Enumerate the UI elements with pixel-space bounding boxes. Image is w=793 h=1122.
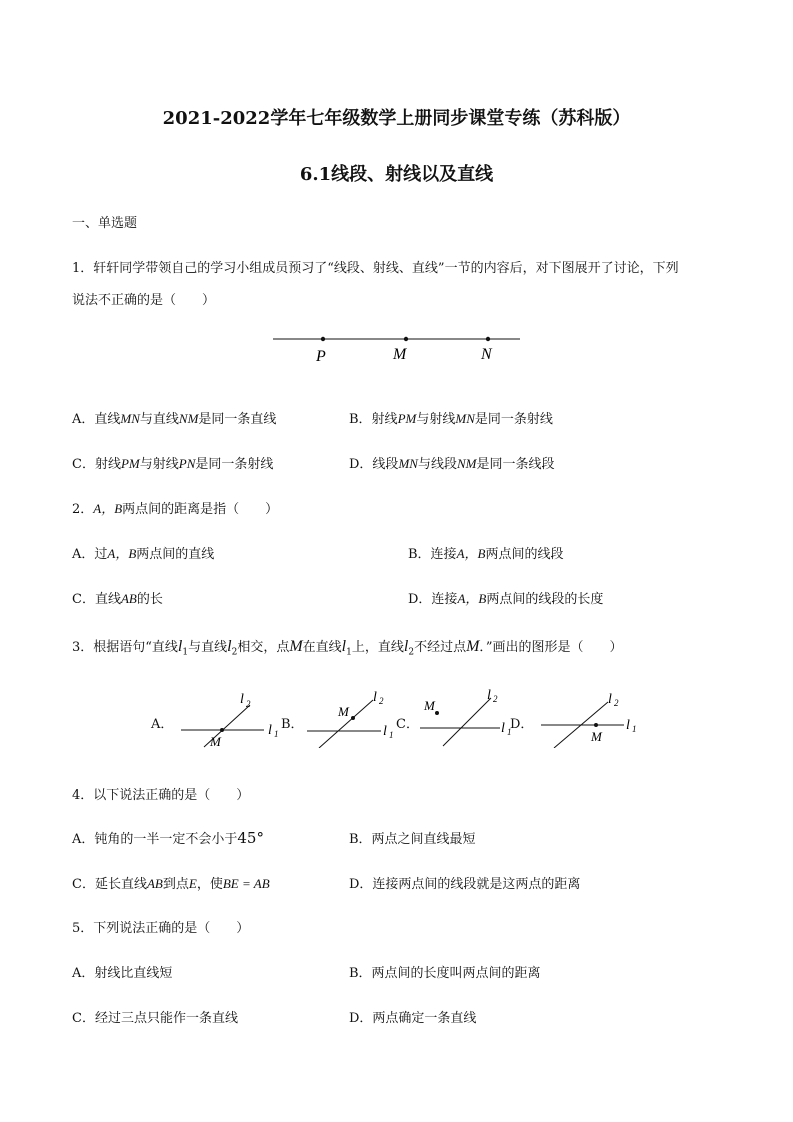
page-subtitle: 6.1线段、射线以及直线 bbox=[299, 164, 494, 185]
q5-stem: 5．下列说法正确的是（ ） bbox=[72, 921, 250, 936]
q3-figure-d bbox=[536, 688, 646, 748]
q2-option-b: B．连接A，B两点间的线段 bbox=[408, 546, 564, 562]
svg-text:M: M bbox=[210, 734, 221, 749]
q1-option-d: D．线段MN与线段NM是同一条线段 bbox=[349, 456, 555, 472]
q1-label-p: P bbox=[316, 348, 326, 365]
svg-text:2: 2 bbox=[379, 696, 384, 706]
svg-text:1: 1 bbox=[389, 730, 394, 740]
q4-option-b: B．两点之间直线最短 bbox=[349, 832, 476, 847]
svg-text:M: M bbox=[338, 704, 349, 719]
q3-stem: 3．根据语句“直线$l_1$与直线$l_2$相交，点M在直线$l_1$上，直线$l_2$不经过点M．”画出的图形是（ ） bbox=[72, 638, 623, 658]
q2-option-a: A．过A，B两点间的直线 bbox=[72, 546, 215, 562]
q1-point-m bbox=[404, 337, 408, 341]
q3-figure-c bbox=[415, 688, 525, 748]
q3-figure-b bbox=[301, 688, 401, 748]
q1-label-m: M bbox=[393, 346, 407, 363]
q1-point-n bbox=[486, 337, 490, 341]
svg-text:l: l bbox=[626, 718, 630, 733]
section-heading: 一、单选题 bbox=[72, 216, 138, 231]
svg-text:1: 1 bbox=[507, 727, 512, 737]
q1-stem-line1: 1．轩轩同学带领自己的学习小组成员预习了“线段、射线、直线”一节的内容后，对下图展开了讨论，下列 bbox=[72, 261, 679, 276]
svg-text:2: 2 bbox=[246, 699, 251, 709]
svg-text:l: l bbox=[373, 690, 377, 705]
page-title: 2021-2022学年七年级数学上册同步课堂专练（苏科版） bbox=[162, 108, 631, 129]
q4-option-c: C．延长直线AB到点E，使BE = AB bbox=[72, 876, 270, 892]
q4-option-d: D．连接两点间的线段就是这两点的距离 bbox=[349, 877, 581, 892]
q1-option-b: B．射线PM与射线MN是同一条射线 bbox=[349, 411, 553, 427]
q3-figure-a bbox=[176, 690, 281, 750]
q3-option-b-label: B． bbox=[281, 717, 304, 732]
q1-option-a: A．直线MN与直线NM是同一条直线 bbox=[72, 411, 277, 427]
q1-stem-line2: 说法不正确的是（ ） bbox=[72, 293, 216, 308]
q4-option-a: A．钝角的一半一定不会小于45° bbox=[72, 829, 264, 847]
svg-text:2: 2 bbox=[493, 694, 498, 704]
svg-text:l: l bbox=[487, 688, 491, 703]
svg-text:l: l bbox=[268, 723, 272, 738]
svg-text:l: l bbox=[383, 724, 387, 739]
q1-figure bbox=[270, 328, 525, 368]
q3-option-c-label: C． bbox=[396, 717, 419, 732]
q5-option-a: A．射线比直线短 bbox=[72, 966, 173, 981]
q3-option-a-label: A． bbox=[151, 717, 174, 732]
q5-option-c: C．经过三点只能作一条直线 bbox=[72, 1011, 238, 1026]
svg-text:l: l bbox=[501, 721, 505, 736]
svg-text:1: 1 bbox=[274, 729, 279, 739]
q2-option-c: C．直线AB的长 bbox=[72, 591, 163, 607]
svg-text:M: M bbox=[591, 729, 602, 744]
q3-option-d-label: D． bbox=[510, 717, 534, 732]
svg-text:1: 1 bbox=[632, 724, 637, 734]
q1-label-n: N bbox=[481, 346, 492, 363]
q5-option-b: B．两点间的长度叫两点间的距离 bbox=[349, 966, 541, 981]
q4-stem: 4．以下说法正确的是（ ） bbox=[72, 788, 250, 803]
svg-text:M: M bbox=[424, 698, 435, 713]
svg-text:l: l bbox=[240, 692, 244, 707]
svg-text:l: l bbox=[608, 692, 612, 707]
q5-option-d: D．两点确定一条直线 bbox=[349, 1011, 477, 1026]
q1-point-p bbox=[321, 337, 325, 341]
q1-option-c: C．射线PM与射线PN是同一条射线 bbox=[72, 456, 274, 472]
svg-text:2: 2 bbox=[614, 698, 619, 708]
q2-stem: 2．A，B两点间的距离是指（ ） bbox=[72, 501, 279, 517]
q2-option-d: D．连接A，B两点间的线段的长度 bbox=[408, 591, 604, 607]
